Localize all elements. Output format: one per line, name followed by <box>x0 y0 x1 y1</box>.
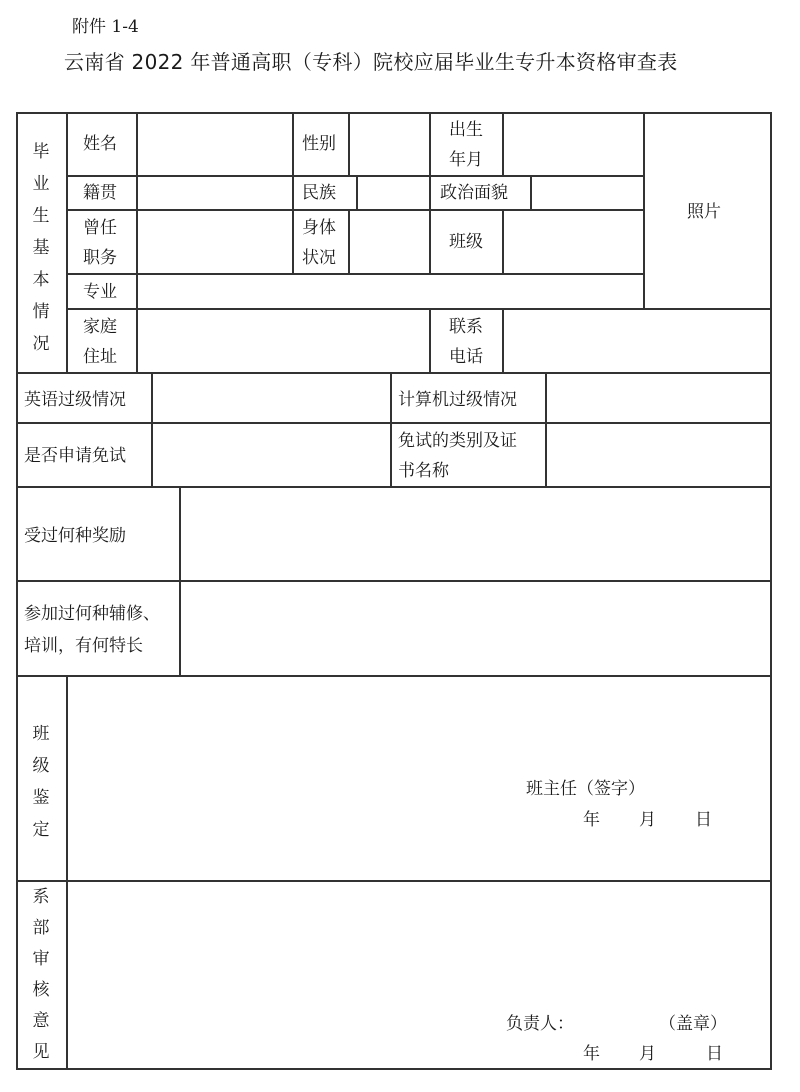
health-field[interactable] <box>350 211 428 272</box>
computer-field[interactable] <box>547 374 769 421</box>
phone-field[interactable] <box>504 310 769 371</box>
name-field[interactable] <box>138 114 291 174</box>
major-label: 专业 <box>83 282 117 302</box>
political-label: 政治面貌 <box>440 183 508 203</box>
ethnicity-label: 民族 <box>302 183 336 203</box>
former-post-field[interactable] <box>138 211 291 272</box>
gender-label: 性别 <box>302 134 336 154</box>
exemption-label: 是否申请免试 <box>24 446 126 466</box>
department-review-year: 年 <box>583 1044 600 1064</box>
birth-label-line1: 出生 <box>449 120 483 140</box>
photo-field[interactable] <box>645 114 769 307</box>
address-label-line2: 住址 <box>83 347 117 367</box>
line-political-left <box>429 175 431 209</box>
name-label: 姓名 <box>83 134 117 154</box>
department-review-section-label: 系部审核意见 <box>32 887 50 1062</box>
awards-label: 受过何种奖励 <box>24 526 126 546</box>
class-review-month: 月 <box>639 810 656 830</box>
attachment-number: 附件 1-4 <box>72 17 139 37</box>
class-review-section-label: 班级鉴定 <box>32 724 50 840</box>
former-post-label-line2: 职务 <box>83 248 117 268</box>
line-right <box>770 112 772 1070</box>
birth-field[interactable] <box>504 114 642 174</box>
class-review-year: 年 <box>583 810 600 830</box>
exemption-type-label-line2: 书名称 <box>398 461 449 481</box>
line-birth-left <box>429 112 431 175</box>
line-class-left <box>429 209 431 273</box>
basic-info-section-label: 毕业生基本情况 <box>32 142 50 354</box>
class-teacher-signature-label: 班主任（签字） <box>526 779 645 799</box>
health-label-line2: 状况 <box>302 248 336 268</box>
line-ethnicity-left <box>292 175 294 209</box>
gender-field[interactable] <box>350 114 428 174</box>
birth-label-line2: 年月 <box>449 150 483 170</box>
department-review-month: 月 <box>639 1044 656 1064</box>
department-seal-label: （盖章） <box>659 1014 727 1034</box>
former-post-label-line1: 曾任 <box>83 218 117 238</box>
line-left <box>16 112 18 1070</box>
exemption-type-label-line1: 免试的类别及证 <box>398 431 517 451</box>
exemption-type-field[interactable] <box>547 424 769 485</box>
line-bottom <box>16 1068 771 1070</box>
training-label-line1: 参加过何种辅修、 <box>24 604 160 624</box>
address-label-line1: 家庭 <box>83 317 117 337</box>
class-field[interactable] <box>504 211 642 272</box>
review-form <box>16 112 771 1070</box>
photo-label: 照片 <box>687 202 721 222</box>
awards-field[interactable] <box>181 488 769 579</box>
training-field[interactable] <box>181 582 769 674</box>
form-title: 云南省 2022 年普通高职（专科）院校应届毕业生专升本资格审查表 <box>64 50 678 74</box>
department-responsible-label: 负责人： <box>506 1014 574 1034</box>
class-review-day: 日 <box>695 810 712 830</box>
department-review-day: 日 <box>706 1044 723 1064</box>
line-section-col <box>66 112 68 372</box>
line-computer-label-left <box>390 372 392 486</box>
exemption-field[interactable] <box>153 424 389 485</box>
hometown-label: 籍贯 <box>83 183 117 203</box>
english-label: 英语过级情况 <box>24 390 126 410</box>
address-field[interactable] <box>138 310 428 371</box>
health-label-line1: 身体 <box>302 218 336 238</box>
training-label-line2: 培训，有何特长 <box>24 636 143 656</box>
phone-label-line1: 联系 <box>449 317 483 337</box>
line-gender-left <box>292 112 294 175</box>
line-address-right <box>429 308 431 372</box>
ethnicity-field[interactable] <box>358 177 428 208</box>
hometown-field[interactable] <box>138 177 291 208</box>
class-review-field[interactable] <box>68 677 769 879</box>
political-field[interactable] <box>532 177 642 208</box>
major-field[interactable] <box>138 275 642 307</box>
english-field[interactable] <box>153 374 389 421</box>
computer-label: 计算机过级情况 <box>398 390 517 410</box>
line-health-left <box>292 209 294 273</box>
phone-label-line2: 电话 <box>449 347 483 367</box>
class-label: 班级 <box>449 232 483 252</box>
